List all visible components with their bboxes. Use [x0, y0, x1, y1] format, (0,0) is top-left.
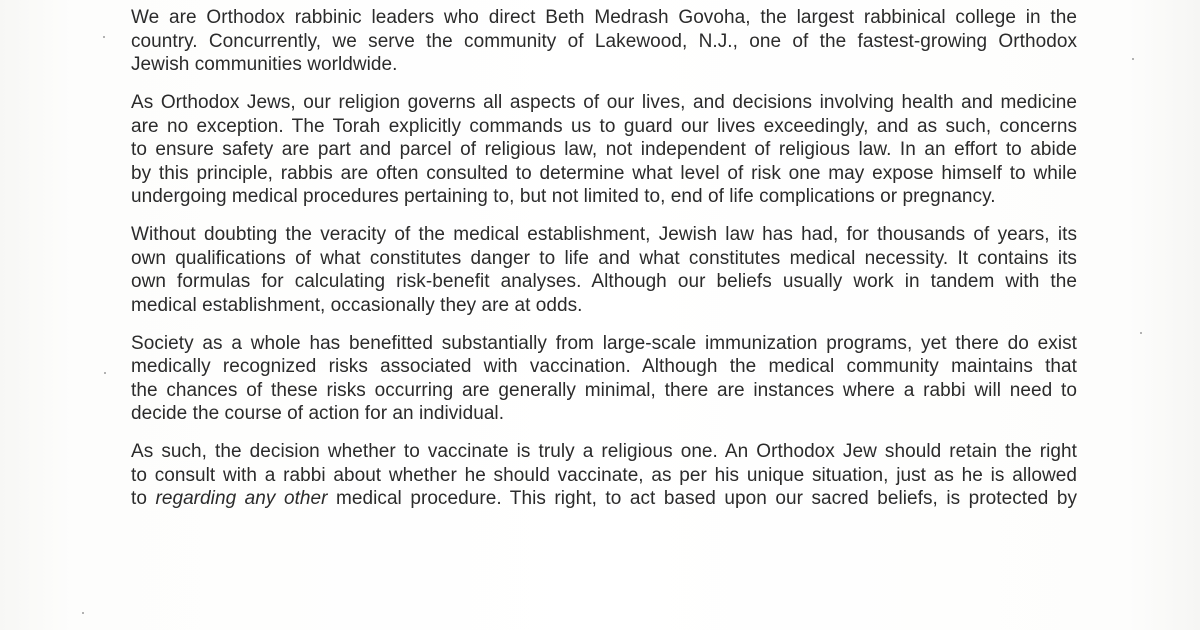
text-line: We are Orthodox rabbinic leaders who direct Beth Medrash Govoha, the largest rabbinical college in the [131, 7, 1077, 28]
text-line: Without doubting the veracity of the medical establishment, Jewish law has had, for thousands of years, its [131, 224, 1077, 245]
text-line: the chances of these risks occurring are generally minimal, there are instances where a rabbi will need to [131, 379, 1077, 401]
scan-speck [1140, 332, 1142, 334]
text-line: medical establishment, occasionally they are at odds. [131, 294, 583, 316]
text-line: are no exception. The Torah explicitly commands us to guard our lives exceedingly, and as such, concerns [131, 115, 1077, 137]
text-line: As such, the decision whether to vaccinate is truly a religious one. An Orthodox Jew should retain the right [131, 441, 1077, 462]
text-line [131, 487, 1077, 511]
text-line: country. Concurrently, we serve the community of Lakewood, N.J., one of the fastest-growing Orthodox [131, 30, 1077, 52]
paragraph-jewish-law [131, 223, 1077, 317]
scan-speck [1132, 58, 1134, 60]
letter-body [131, 6, 1077, 525]
text-line: Jewish communities worldwide. [131, 54, 398, 75]
text-line: decide the course of action for an individual. [131, 403, 505, 424]
text-line: by this principle, rabbis are often consulted to determine what level of risk one may expose himself to while [131, 162, 1077, 184]
text-line: undergoing medical procedures pertaining to, but not limited to, end of life complications or pregnancy. [131, 186, 996, 207]
scan-speck [104, 372, 106, 374]
text-line: own formulas for calculating risk-benefit analyses. Although our beliefs usually work in tandem with the [131, 271, 1077, 292]
text-line: medically recognized risks associated with vaccination. Although the medical community maintains that [131, 356, 1077, 377]
paragraph-immunization [131, 332, 1077, 426]
paragraph-religion-governs [131, 91, 1077, 209]
text-fragment: to [131, 488, 156, 509]
text-line: own qualifications of what constitutes danger to life and what constitutes medical necessity. It contains its [131, 247, 1077, 269]
text-line: to ensure safety are part and parcel of religious law, not independent of religious law. In an effort to abide [131, 139, 1077, 160]
text-line: As Orthodox Jews, our religion governs all aspects of our lives, and decisions involving health and medicine [131, 92, 1077, 113]
text-line: to consult with a rabbi about whether he should vaccinate, as per his unique situation, just as he is allowed [131, 464, 1077, 486]
scan-speck [103, 36, 105, 38]
italic-emphasis: regarding any other [155, 488, 328, 509]
paragraph-religious-decision [131, 440, 1077, 511]
text-fragment: medical procedure. This right, to act based upon our sacred beliefs, is protected by [327, 488, 1078, 509]
text-line: Society as a whole has benefitted substantially from large-scale immunization programs, yet there do exist [131, 332, 1077, 354]
scan-speck [82, 612, 84, 614]
paragraph-introduction [131, 6, 1077, 77]
